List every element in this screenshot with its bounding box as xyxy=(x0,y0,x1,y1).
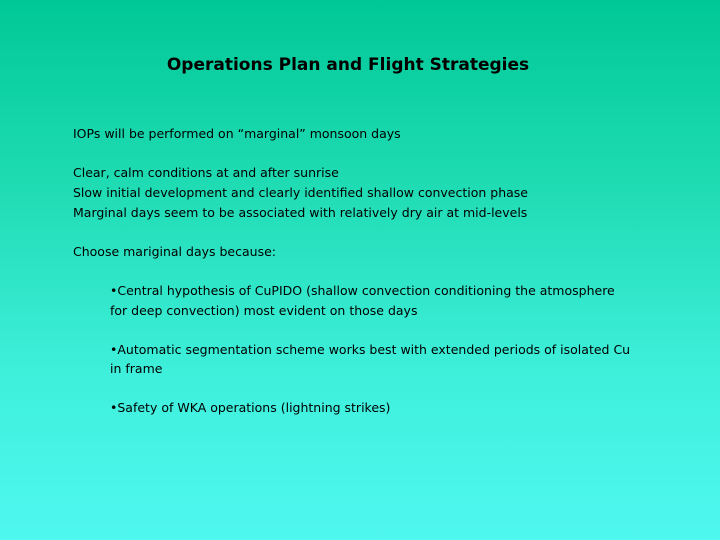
condition-line: Clear, calm conditions at and after sunrise xyxy=(73,165,339,180)
condition-line: Marginal days seem to be associated with relatively dry air at mid-levels xyxy=(73,205,528,220)
condition-line: Slow initial development and clearly identified shallow convection phase xyxy=(73,185,528,200)
reasons-heading: Choose mariginal days because: xyxy=(73,244,276,259)
slide-title: Operations Plan and Flight Strategies xyxy=(166,55,530,75)
bullet-item-continuation: in frame xyxy=(110,361,163,376)
intro-text: IOPs will be performed on “marginal” monsoon days xyxy=(73,126,401,141)
bullet-item: •Central hypothesis of CuPIDO (shallow convection conditioning the atmosphere xyxy=(110,283,615,298)
bullet-item: •Automatic segmentation scheme works best with extended periods of isolated Cu xyxy=(110,342,631,357)
bullet-item-continuation: for deep convection) most evident on those days xyxy=(110,303,418,318)
bullet-item: •Safety of WKA operations (lightning strikes) xyxy=(110,400,391,415)
